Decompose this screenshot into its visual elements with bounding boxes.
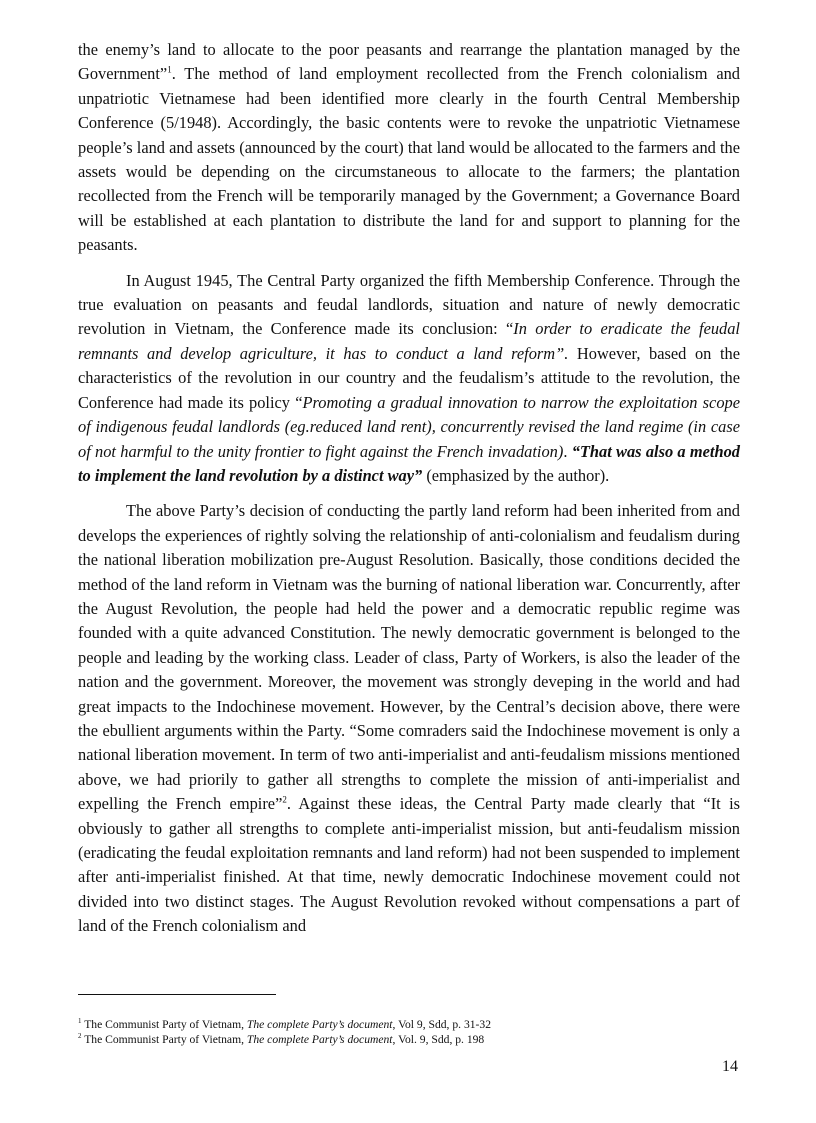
paragraph-2-punct: .: [563, 441, 572, 461]
footnote-2: [78, 1032, 740, 1047]
paragraph-1: [78, 38, 740, 258]
quote-emphasis: “That was also a method to implement the land revolution by a distinct way”: [78, 441, 740, 485]
footnote-1-author: The Communist Party of Vietnam,: [84, 1018, 247, 1031]
paragraph-3: [78, 499, 740, 938]
footnote-2-number: 2: [78, 1032, 82, 1041]
paragraph-2-text-cont: However, based on the characteristics of the revolution in our country and the feudalism’s attitude to the revolution, the Conference had made its policy “: [78, 343, 740, 412]
quote-policy: Promoting a gradual innovation to narrow the exploitation scope of indigenous feudal landlords (eg.reduced land rent), concurrently revised the land regime (in case of not harmful to the unity frontier to fight against the French invadation): [78, 392, 740, 461]
footnote-2-author: The Communist Party of Vietnam,: [84, 1033, 247, 1046]
footnote-2-title: The complete Party’s document: [246, 1033, 393, 1046]
footnote-ref-2[interactable]: 2: [282, 794, 287, 805]
footnote-1-number: 1: [78, 1017, 82, 1026]
footnote-1-details: , Vol 9, Sdd, p. 31-32: [392, 1018, 491, 1031]
quote-conclusion: In order to eradicate the feudal remnants and develop agriculture, it has to conduct a land reform”.: [78, 319, 740, 363]
paragraph-2-text: In August 1945, The Central Party organized the fifth Membership Conference. Through the true evaluation on peasants and feudal landlords, situation and nature of newly democratic revolution in Vietnam, the Conference made its conclusion: “: [78, 270, 740, 339]
footnote-divider: [78, 994, 276, 995]
paragraph-3-text-cont: . Against these ideas, the Central Party made clearly that “It is obviously to gather all strengths to complete anti-imperialist mission, but anti-feudalism mission (eradicating the feudal exploitation remnants and land reform) had not been suspended to implement after anti-imperialist finished. At that time, newly democratic Indochinese movement could not divided into two distinct stages. The August Revolution revoked without compensations a part of land of the French colonialism and: [78, 794, 740, 936]
footnote-1: [78, 1017, 740, 1032]
footnote-1-title: The complete Party’s document: [246, 1018, 393, 1031]
paragraph-2: [78, 269, 740, 489]
paragraph-1-text: the enemy’s land to allocate to the poor peasants and rearrange the plantation managed by the Government”: [78, 40, 740, 84]
footnotes: [78, 1017, 740, 1047]
paragraph-1-text-cont: . The method of land employment recollected from the French colonialism and unpatriotic Vietnamese had been identified more clearly in the fourth Central Membership Conference (5/1948). Accordingly, the basic contents were to revoke the unpatriotic Vietnamese people’s land and assets (announced by the court) that land would be allocated to the farmers and the assets would be depending on the circumstaneous to allocate to the farmers; the plantation recollected from the French will be temporarily managed by the Government; a Governance Board will be established at each plantation to distribute the land for and support to planning for the peasants.: [78, 64, 740, 255]
paragraph-2-text-end: (emphasized by the author).: [422, 465, 610, 485]
footnote-2-details: , Vol. 9, Sdd, p. 198: [392, 1033, 485, 1046]
document-body: [78, 38, 740, 950]
paragraph-3-text: The above Party’s decision of conducting the partly land reform had been inherited from and develops the experiences of rightly solving the relationship of anti-colonialism and feudalism during the national liberation mobilization pre-August Resolution. Basically, those conditions decided the method of the land reform in Vietnam was the burning of national liberation war. Concurrently, after the August Revolution, the people had held the power and a democratic republic regime was founded with a quite advanced Constitution. The newly democratic government is belonged to the people and leading by the working class. Leader of class, Party of Workers, is also the leader of the nation and the government. Moreover, the movement was strongly deveping in the world and had great impacts to the Indochinese movement. However, by the Central’s decision above, there were the ebullient arguments within the Party. “Some comraders said the Indochinese movement is only a national liberation movement. In term of two anti-imperialist and anti-feudalism missions mentioned above, we had priorily to gather all strengths to complete the mission of anti-imperialist and expelling the French empire”: [78, 501, 740, 814]
page-number: 14: [722, 1058, 738, 1075]
footnote-ref-1[interactable]: 1: [167, 64, 172, 75]
